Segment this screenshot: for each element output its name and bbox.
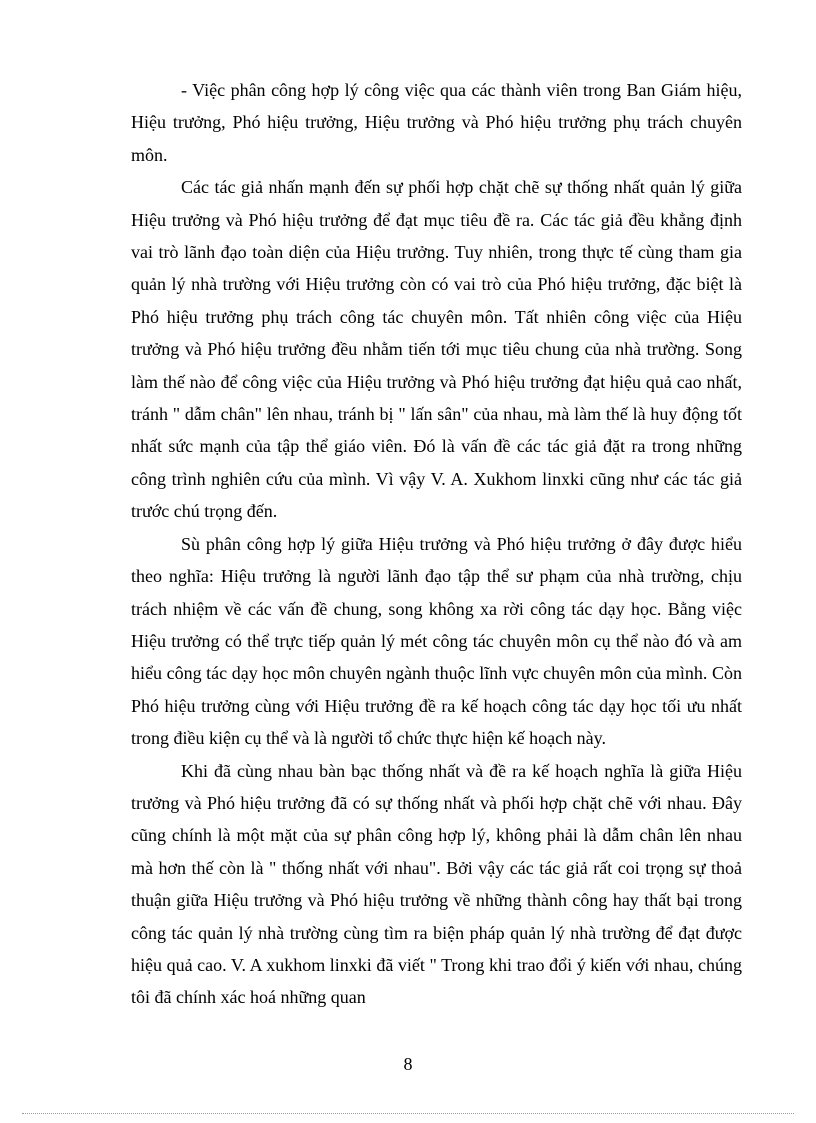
paragraph-4: Khi đã cùng nhau bàn bạc thống nhất và đề ra kế hoạch nghĩa là giữa Hiệu trưởng và Phó hiệu trưởng đã có sự thống nhất và phối hợp chặt chẽ với nhau. Đây cũng chính là một mặt của sự phân công hợp lý, không phải là dẫm chân lên nhau mà hơn thế còn là " thống nhất với nhau". Bởi vậy các tác giả rất coi trọng sự thoả thuận giữa Hiệu trưởng và Phó hiệu trưởng về những thành công hay thất bại trong công tác quản lý nhà trường cùng tìm ra biện pháp quản lý nhà trường để đạt được hiệu quả cao. V. A xukhom linxki đã viết " Trong khi trao đổi ý kiến với nhau, chúng tôi đã chính xác hoá những quan [131,760,742,1008]
paragraph-3: Sù phân công hợp lý giữa Hiệu trưởng và Phó hiệu trưởng ở đây được hiểu theo nghĩa: Hiệu trưởng là người lãnh đạo tập thể sư phạm của nhà trường, chịu trách nhiệm về các vấn đề chung, song không xa rời công tác dạy học. Bằng việc Hiệu trưởng có thể trực tiếp quản lý mét công tác chuyên môn cụ thể nào đó và am hiểu công tác dạy học môn chuyên ngành thuộc lĩnh vực chuyên môn của mình. Còn Phó hiệu trưởng cùng với Hiệu trưởng đề ra kế hoạch công tác dạy học tối ưu nhất trong điều kiện cụ thể và là người tổ chức thực hiện kế hoạch này. [131,533,742,749]
footer-divider [22,1113,794,1114]
body-text [131,74,742,1014]
paragraph-2: Các tác giả nhấn mạnh đến sự phối hợp chặt chẽ sự thống nhất quản lý giữa Hiệu trưởng và Phó hiệu trưởng để đạt mục tiêu đề ra. Các tác giả đều khẳng định vai trò lãnh đạo toàn diện của Hiệu trưởng. Tuy nhiên, trong thực tế cùng tham gia quản lý nhà trường với Hiệu trưởng còn có vai trò của Phó hiệu trưởng, đặc biệt là Phó hiệu trưởng phụ trách công tác chuyên môn. Tất nhiên công việc của Hiệu trưởng và Phó hiệu trưởng đều nhằm tiến tới mục tiêu chung của nhà trường. Song làm thế nào để công việc của Hiệu trưởng và Phó hiệu trưởng đạt hiệu quả cao nhất, tránh " dẫm chân" lên nhau, tránh bị " lấn sân" của nhau, mà làm thế là huy động tốt nhất sức mạnh của tập thể giáo viên. Đó là vấn đề các tác giả đặt ra trong những công trình nghiên cứu của mình. Vì vậy V. A. Xukhom linxki cũng như các tác giả trước chú trọng đến. [131,177,742,522]
page-number: 8 [403,1054,413,1074]
paragraph-1: - Việc phân công hợp lý công việc qua các thành viên trong Ban Giám hiệu, Hiệu trưởng, Phó hiệu trưởng, Hiệu trưởng và Phó hiệu trưởng phụ trách chuyên môn. [131,80,742,165]
